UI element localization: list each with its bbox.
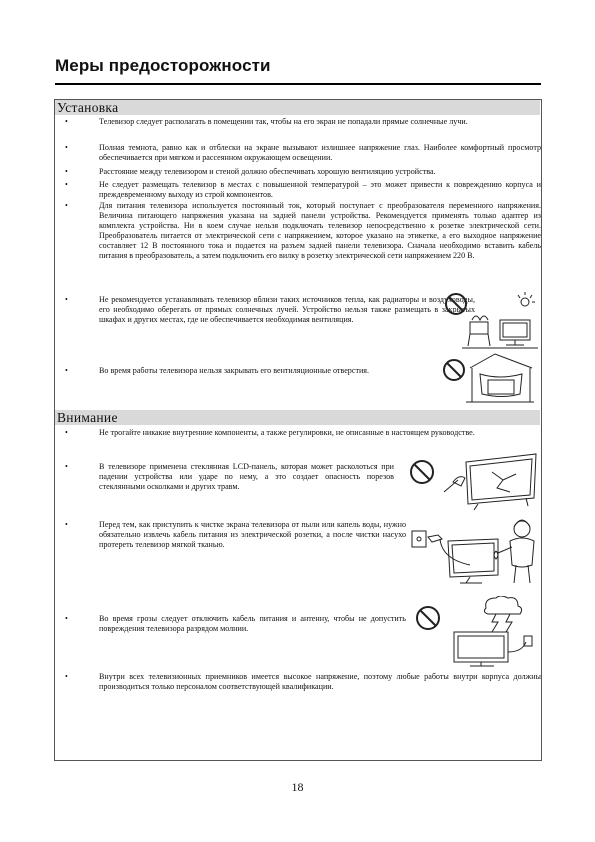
thunderstorm-unplug-icon [414,596,538,668]
list-item: • Телевизор следует располагать в помещении так, чтобы на его экран не попадали прямые солнечные лучи. [65,117,468,126]
list-item: • Внутри всех телевизионных приемников имеется высокое напряжение, поэтому любые работы внутри корпуса должны производиться только персоналом соответствующей квалификации. [65,672,541,692]
list-item: • Во время грозы следует отключить кабель питания и антенну, чтобы не допустить повреждения телевизора разрядом молнии. [65,614,406,634]
section-heading-installation: Установка [55,100,540,115]
bullet: • [65,428,68,437]
bullet: • [65,520,68,529]
list-item: • Для питания телевизора используется постоянный ток, который поступает с преобразователя переменного напряжения. Величина питающего напряжения указана на задней панели устройства. Рекомендуется применять только адаптер из комплекта устройства. Ни в коем случае нельзя подключать телевизор непосредственно к розетке электрической сети. Преобразователь питается от электрической сети с напряжением, которое указано на этикетке, а его выходное напряжение составляет 12 В постоянного тока и подается на разъем задней панели телевизора. Сначала необходимо вставить кабель питания в преобразователь, а затем подключить его вилку в розетку электрической сети напряжением 220 В. [65,201,541,261]
list-item: • Не трогайте никакие внутренние компоненты, а также регулировки, не описанные в настоящем руководстве. [65,428,475,437]
section-heading-warning: Внимание [55,410,540,425]
list-item: • Расстояние между телевизором и стеной должно обеспечивать хорошую вентиляцию устройства. [65,167,436,176]
bullet: • [65,462,68,471]
page-title: Меры предосторожности [55,56,271,75]
bullet: • [65,295,68,304]
list-item: • Не рекомендуется устанавливать телевизор вблизи таких источников тепла, как радиаторы и воздуховоды, его необходимо оберегать от прямых солнечных лучей. Устройство нельзя также размещать в закрытых шкафах и других местах, где не обеспечивается необходимая вентиляция. [65,295,475,325]
bullet: • [65,180,68,189]
bullet: • [65,614,68,623]
covered-ventilation-prohibited-icon [440,350,536,406]
list-item: • В телевизоре применена стеклянная LCD-панель, которая может расколоться при падении устройства или ударе по нему, а это создает опасность порезов стеклянными осколками и других травм. [65,462,394,492]
broken-lcd-panel-icon [408,452,538,512]
cleaning-unplug-icon [410,515,540,585]
list-item: • Не следует размещать телевизор в местах с повышенной температурой – это может привести к повреждению корпуса и преждевременному выходу из строй компонентов. [65,180,541,200]
title-rule [55,83,541,85]
bullet: • [65,143,68,152]
page-number: 18 [291,780,304,794]
bullet: • [65,672,68,681]
list-item: • Перед тем, как приступить к чистке экрана телевизора от пыли или капель воды, нужно обязательно извлечь кабель питания из электрической розетки, а после чистки насухо протереть телевизор мягкой тканью. [65,520,406,550]
bullet: • [65,117,68,126]
list-item: • Полная темнота, равно как и отблески на экране вызывают излишнее напряжение глаз. Наиболее комфортный просмотр обеспечивается при мягком и рассеянном окружающем освещении. [65,143,541,163]
bullet: • [65,366,68,375]
heat-source-prohibited-icon [442,290,540,350]
list-item: • Во время работы телевизора нельзя закрывать его вентиляционные отверстия. [65,366,370,375]
bullet: • [65,167,68,176]
bullet: • [65,201,68,210]
